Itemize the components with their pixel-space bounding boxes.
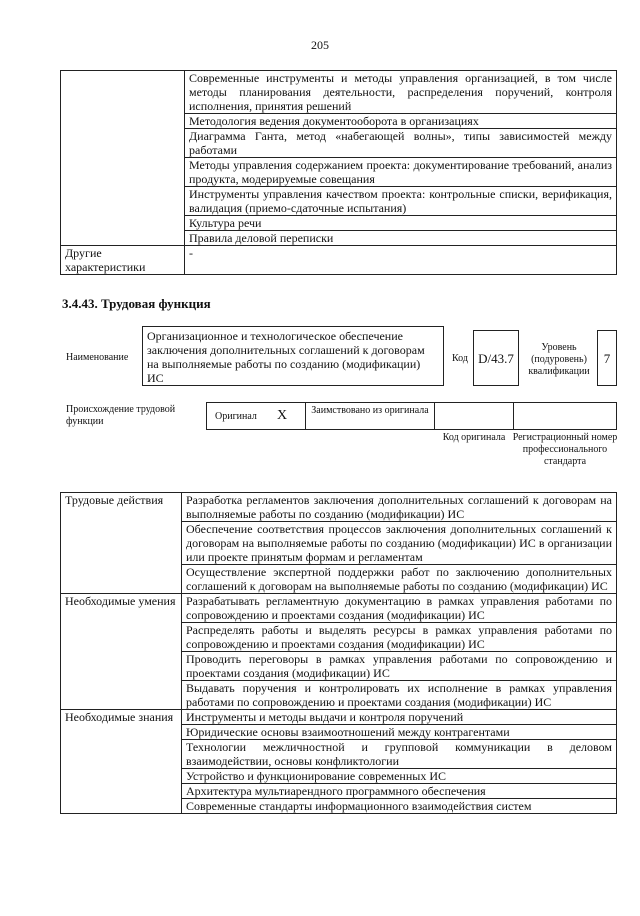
- knowledge-item: Устройство и функционирование современных ИС: [182, 769, 617, 784]
- name-label: Наименование: [66, 352, 129, 363]
- level-label: Уровень (подуровень) квалификации: [528, 342, 590, 377]
- empty-label-cell: [61, 71, 185, 246]
- skill-item: Выдавать поручения и контролировать их исполнение в рамках управления работами по сопровождению и проектами создания (модификации) ИС: [182, 681, 617, 710]
- original-mark: X: [277, 408, 288, 423]
- skill-item: Проводить переговоры в рамках управления работами по сопровождению и проектами создания (модификации) ИС: [182, 652, 617, 681]
- code-original-caption: Код оригинала: [442, 432, 506, 443]
- action-item: Разработка регламентов заключения дополнительных соглашений к договорам на выполняемые работы по созданию (модификации) ИС: [182, 493, 617, 522]
- knowledge-item: Юридические основы взаимоотношений между контрагентами: [182, 725, 617, 740]
- section-heading: 3.4.43. Трудовая функция: [62, 296, 211, 311]
- action-item: Осуществление экспертной поддержки работ по заключению дополнительных соглашений к договорам на выполняемые работы по созданию (модификации) ИС: [182, 565, 617, 594]
- continuation-table: [60, 70, 617, 275]
- knowledge-item: Современные инструменты и методы управления организацией, в том числе методы планирования деятельности, распределения поручений, контроля исполнения, принятия решений: [185, 71, 617, 114]
- code-label: Код: [452, 353, 468, 364]
- actions-label: Трудовые действия: [61, 493, 182, 594]
- knowledge-item: Методы управления содержанием проекта: документирование требований, анализ продукта, модерируемые совещания: [185, 158, 617, 187]
- other-characteristics-value: -: [185, 246, 617, 275]
- page-number: 205: [311, 38, 329, 52]
- other-characteristics-label: Другие характеристики: [61, 246, 185, 275]
- knowledge-item: Инструменты управления качеством проекта: контрольные списки, верификация, валидация (приемо-сдаточные испытания): [185, 187, 617, 216]
- knowledge-item: Технологии межличностной и групповой коммуникации в деловом взаимодействии, основы конфликтологии: [182, 740, 617, 769]
- knowledge-item: Архитектура мультиарендного программного обеспечения: [182, 784, 617, 799]
- skill-item: Разрабатывать регламентную документацию в рамках управления работами по сопровождению и проектами создания (модификации) ИС: [182, 594, 617, 623]
- knowledge-item: Культура речи: [185, 216, 617, 231]
- original-code-cell: [434, 402, 514, 430]
- function-code: D/43.7: [473, 330, 519, 386]
- knowledge-item: Правила деловой переписки: [185, 231, 617, 246]
- original-cell: [206, 402, 306, 430]
- function-details-table: [60, 492, 617, 814]
- knowledge-item: Современные стандарты информационного взаимодействия систем: [182, 799, 617, 814]
- reg-number-cell: [513, 402, 617, 430]
- knowledge-label: Необходимые знания: [61, 710, 182, 814]
- knowledge-item: Инструменты и методы выдачи и контроля поручений: [182, 710, 617, 725]
- function-name: Организационное и технологическое обеспечение заключения дополнительных соглашений к договорам на выполняемые работы по созданию (модификации) ИС: [142, 326, 444, 386]
- knowledge-item: Методология ведения документооборота в организациях: [185, 114, 617, 129]
- skills-label: Необходимые умения: [61, 594, 182, 710]
- knowledge-item: Диаграмма Ганта, метод «набегающей волны», типы зависимостей между работами: [185, 129, 617, 158]
- borrowed-cell: Заимствовано из оригинала: [305, 402, 435, 430]
- reg-number-caption: Регистрационный номер профессионального стандарта: [512, 432, 618, 467]
- level-value: 7: [597, 330, 617, 386]
- origin-label: Происхождение трудовой функции: [66, 404, 176, 427]
- skill-item: Распределять работы и выделять ресурсы в рамках управления работами по сопровождению и проектами создания (модификации) ИС: [182, 623, 617, 652]
- action-item: Обеспечение соответствия процессов заключения дополнительных соглашений к договорам на выполняемые работы по созданию (модификации) ИС в организации или проекте принятым формам и регламентам: [182, 522, 617, 565]
- original-label: Оригинал: [215, 411, 257, 422]
